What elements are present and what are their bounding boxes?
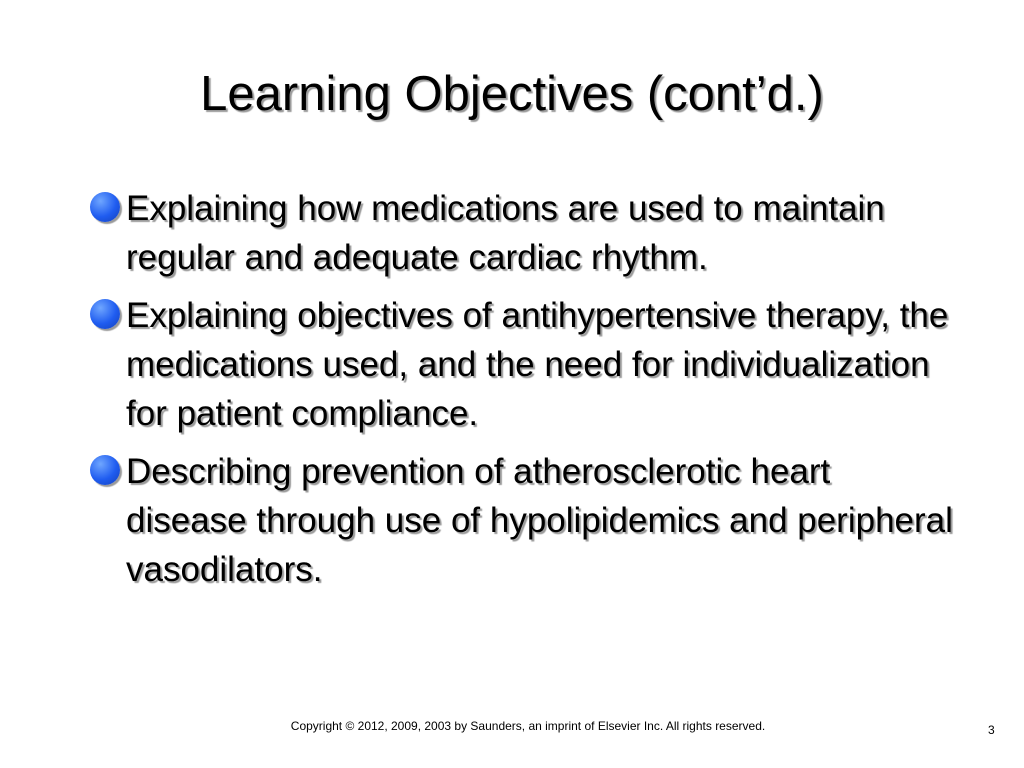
bullet-item <box>86 291 956 438</box>
bullet-item <box>86 184 956 282</box>
bullet-text: Explaining objectives of antihypertensive therapy, the medications used, and the need for individualization for patient compliance. <box>126 296 949 433</box>
slide-title: Learning Objectives (cont’d.) <box>200 67 824 121</box>
bullet-text: Describing prevention of atherosclerotic heart disease through use of hypolipidemics and peripheral vasodilators. <box>126 452 953 589</box>
bullet-dot-icon <box>90 455 120 485</box>
bullet-list <box>86 184 956 603</box>
slide-number: 3 <box>988 723 995 737</box>
bullet-item <box>86 447 956 594</box>
copyright-footer: Copyright © 2012, 2009, 2003 by Saunders, an imprint of Elsevier Inc. All rights reserved. <box>290 719 766 733</box>
bullet-text: Explaining how medications are used to maintain regular and adequate cardiac rhythm. <box>126 189 885 277</box>
bullet-dot-icon <box>90 299 120 329</box>
bullet-dot-icon <box>90 192 120 222</box>
